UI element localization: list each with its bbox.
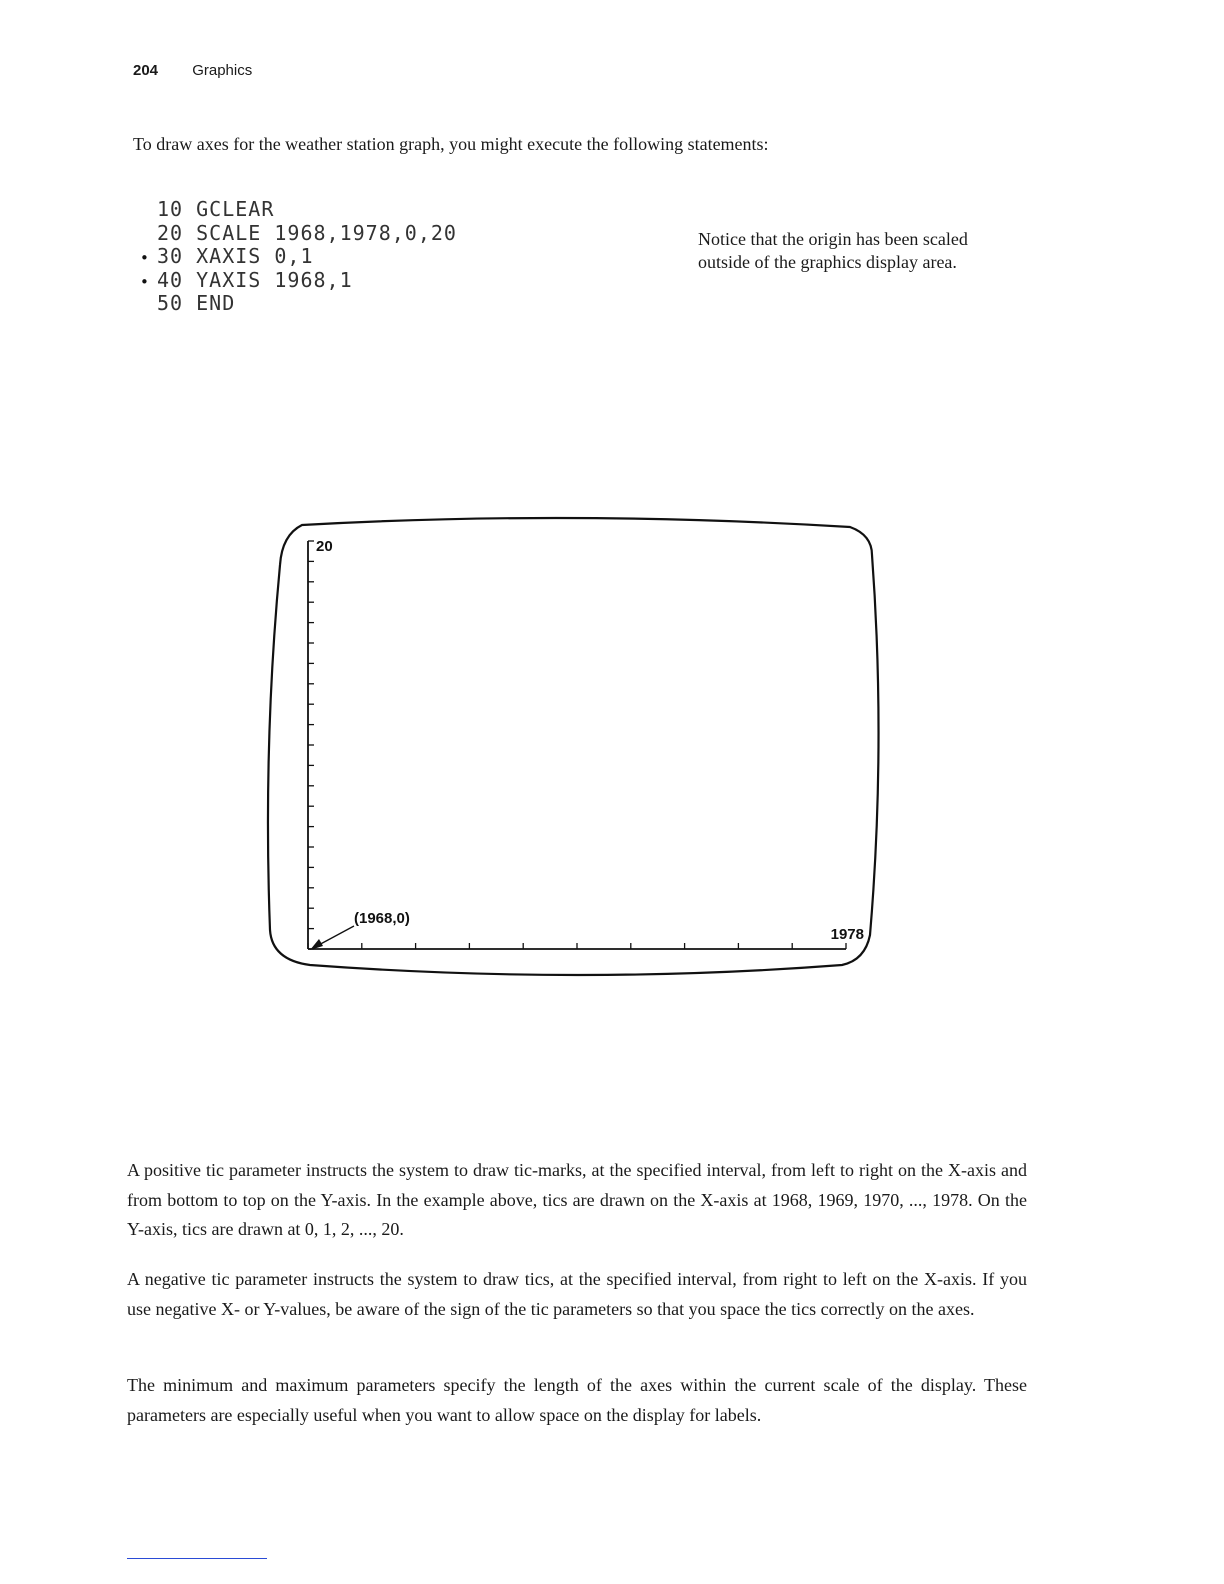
y-axis-ticks <box>308 541 314 949</box>
origin-label: (1968,0) <box>354 910 410 927</box>
body-paragraph: The minimum and maximum parameters specify the length of the axes within the current scale of the display. These parameters are especially useful when you want to allow space on the display for labels. <box>127 1375 1027 1425</box>
code-line <box>140 198 457 222</box>
x-end-label: 1978 <box>830 926 864 943</box>
crt-screen-outline <box>268 518 879 975</box>
body-paragraph: A positive tic parameter instructs the system to draw tic-marks, at the specified interval, from left to right on the X-axis and from bottom to top on the Y-axis. In the example above, tics are drawn on the X-axis at 1968, 1969, 1970, ..., 1978. On the Y-axis, tics are drawn at 0, 1, 2, ..., 20. <box>127 1160 1027 1239</box>
code-text: 40 YAXIS 1968,1 <box>157 267 353 292</box>
code-text: 50 END <box>157 291 236 315</box>
crt-screen-figure <box>260 505 890 990</box>
code-text: 30 XAXIS 0,1 <box>157 244 314 268</box>
code-line <box>140 245 457 269</box>
footnote-rule <box>127 1558 267 1559</box>
bullet-marker: • <box>140 272 150 291</box>
section-title: Graphics <box>192 62 253 79</box>
code-line <box>140 292 457 316</box>
side-note-line: Notice that the origin has been scaled <box>698 229 968 249</box>
bullet-marker: • <box>140 249 150 267</box>
intro-text: To draw axes for the weather station graph, you might execute the following statements: <box>133 134 769 154</box>
code-text: 10 GCLEAR <box>157 197 275 221</box>
x-axis-ticks <box>308 943 846 949</box>
side-note <box>698 228 1018 274</box>
page-header <box>133 62 252 79</box>
code-text: 20 SCALE 1968,1978,0,20 <box>157 220 457 245</box>
body-paragraph: A negative tic parameter instructs the system to draw tics, at the specified interval, from right to left on the X-axis. If you use negative X- or Y-values, be aware of the sign of the tic parameters so that you space the tics correctly on the axes. <box>127 1269 1027 1319</box>
code-line <box>140 222 457 246</box>
y-top-label: 20 <box>316 538 333 555</box>
side-note-line: outside of the graphics display area. <box>698 252 957 272</box>
code-listing <box>140 198 457 316</box>
page-number: 204 <box>133 62 159 79</box>
code-line <box>140 269 457 293</box>
